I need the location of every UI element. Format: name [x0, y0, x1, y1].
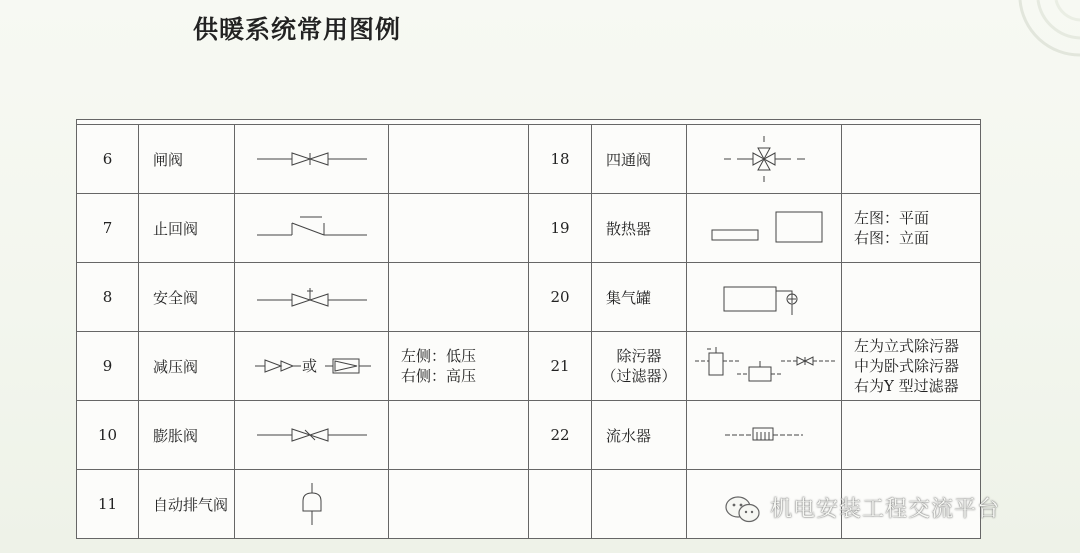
symbol-name: 止回阀	[139, 194, 235, 263]
table-row	[77, 401, 981, 470]
legend-table	[76, 119, 981, 539]
note-cell	[389, 470, 529, 539]
symbol-name: 减压阀	[139, 332, 235, 401]
note-line: 右图：立面	[854, 229, 930, 247]
table-row	[77, 263, 981, 332]
symbol-name: 四通阀	[592, 125, 687, 194]
note-line: 左侧：低压	[401, 347, 477, 365]
row-number: 8	[77, 263, 139, 332]
watermark-text: 机电安装工程交流平台	[770, 497, 1001, 522]
symbol-cell	[235, 125, 389, 194]
note-cell	[842, 332, 981, 401]
symbol-cell	[235, 332, 389, 401]
row-number: 6	[77, 125, 139, 194]
gate-valve-icon	[252, 149, 372, 169]
symbol-cell	[687, 401, 842, 470]
symbol-cell	[687, 263, 842, 332]
radiator-icon	[704, 208, 824, 248]
row-number: 11	[77, 470, 139, 539]
note-line: 左图：平面	[854, 209, 930, 227]
symbol-name: 安全阀	[139, 263, 235, 332]
flow-meter-icon	[719, 420, 809, 450]
note-cell	[842, 194, 981, 263]
row-number: 9	[77, 332, 139, 401]
note-cell	[389, 263, 529, 332]
row-number: 10	[77, 401, 139, 470]
symbol-cell	[235, 263, 389, 332]
row-number: 20	[529, 263, 592, 332]
symbol-cell	[235, 401, 389, 470]
row-number: 18	[529, 125, 592, 194]
row-number: 21	[529, 332, 592, 401]
safety-valve-icon	[252, 284, 372, 310]
symbol-cell	[687, 194, 842, 263]
check-valve-icon	[252, 213, 372, 243]
four-way-valve-icon	[719, 134, 809, 184]
page-title: 供暖系统常用图例	[193, 15, 402, 44]
symbol-name: 流水器	[592, 401, 687, 470]
empty-cell	[529, 470, 592, 539]
wechat-icon	[724, 494, 764, 526]
note-cell	[842, 401, 981, 470]
table-row	[77, 194, 981, 263]
empty-cell	[592, 470, 687, 539]
symbol-name: 闸阀	[139, 125, 235, 194]
note-cell	[842, 263, 981, 332]
note-cell	[389, 401, 529, 470]
row-number: 22	[529, 401, 592, 470]
symbol-cell	[235, 194, 389, 263]
symbol-name-line: （过滤器）	[601, 367, 677, 385]
row-number: 19	[529, 194, 592, 263]
symbol-name: 膨胀阀	[139, 401, 235, 470]
symbol-name-line: 除污器	[616, 347, 662, 365]
row-number: 7	[77, 194, 139, 263]
note-line: 右侧：高压	[401, 367, 477, 385]
symbol-name: 自动排气阀	[139, 470, 235, 539]
note-line: 左为立式除污器	[854, 337, 960, 355]
note-cell	[842, 125, 981, 194]
note-cell	[389, 194, 529, 263]
air-collector-icon	[714, 275, 814, 319]
symbol-cell	[235, 470, 389, 539]
auto-air-vent-icon	[292, 481, 332, 527]
symbol-name: 散热器	[592, 194, 687, 263]
corner-decoration	[1000, 0, 1080, 60]
table-row	[77, 125, 981, 194]
symbol-cell	[687, 332, 842, 401]
symbol-name	[592, 332, 687, 401]
or-label: 或	[301, 357, 317, 375]
note-cell	[389, 332, 529, 401]
note-line: 中为卧式除污器	[854, 357, 960, 375]
symbol-name: 集气罐	[592, 263, 687, 332]
pressure-reducing-valve-icon	[247, 354, 377, 378]
expansion-valve-icon	[252, 425, 372, 445]
note-line: 右为Y 型过滤器	[854, 377, 959, 395]
symbol-cell	[687, 125, 842, 194]
dirt-separator-icon	[689, 341, 839, 391]
note-cell	[389, 125, 529, 194]
table-row	[77, 332, 981, 401]
